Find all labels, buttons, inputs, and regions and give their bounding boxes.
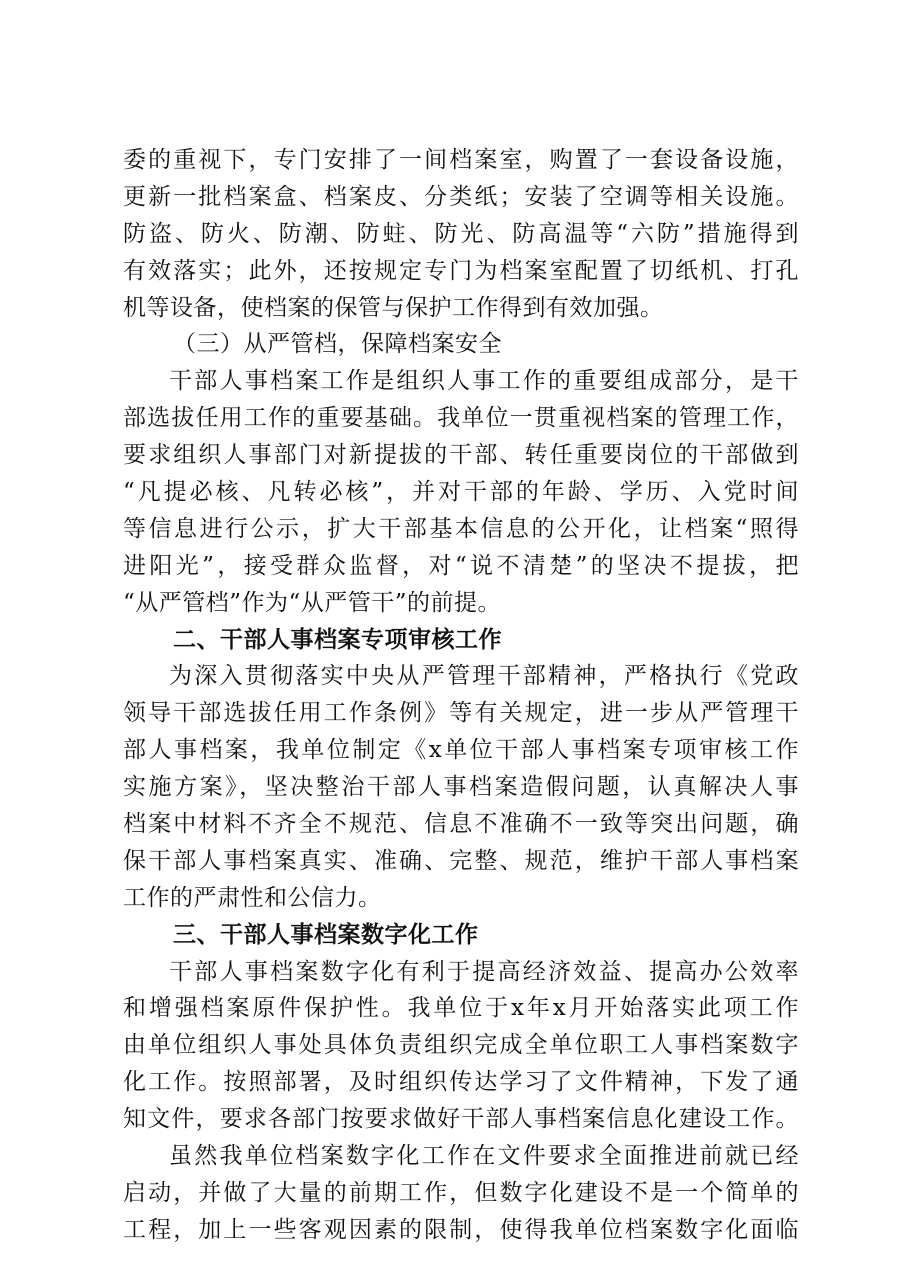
body-text-line: 工作的严肃性和公信力。	[123, 884, 382, 911]
body-text-line: 部选拔任用工作的重要基础。我单位一贯重视档案的管理工作，	[123, 405, 799, 432]
body-text-line: “凡提必核、凡转必核”，并对干部的年龄、学历、入党时间	[123, 479, 799, 506]
body-text-line: 防盗、防火、防潮、防蛀、防光、防高温等“六防”措施得到	[123, 220, 799, 247]
body-text-line: 工程，加上一些客观因素的限制，使得我单位档案数字化面临	[123, 1216, 799, 1243]
section-heading: 三、干部人事档案数字化工作	[173, 921, 479, 948]
body-text-line: 等信息进行公示，扩大干部基本信息的公开化，让档案“照得	[123, 515, 799, 542]
body-text-line: 知文件，要求各部门按要求做好干部人事档案信息化建设工作。	[123, 1106, 799, 1133]
body-text-line: 干部人事档案数字化有利于提高经济效益、提高办公效率	[169, 958, 799, 985]
subsection-heading: （三）从严管档，保障档案安全	[173, 331, 502, 358]
body-text-line: 委的重视下，专门安排了一间档案室，购置了一套设备设施，	[123, 147, 799, 173]
section-heading: 二、干部人事档案专项审核工作	[173, 626, 502, 653]
body-text-line: 要求组织人事部门对新提拔的干部、转任重要岗位的干部做到	[123, 442, 799, 469]
body-text-line: 保干部人事档案真实、准确、完整、规范，维护干部人事档案	[123, 847, 799, 874]
body-text-line: 部人事档案，我单位制定《x单位干部人事档案专项审核工作	[123, 737, 799, 764]
body-text-line: 更新一批档案盒、档案皮、分类纸；安装了空调等相关设施。	[123, 183, 799, 210]
body-text-line: 档案中材料不齐全不规范、信息不准确不一致等突出问题，确	[123, 811, 799, 838]
body-text-line: “从严管档”作为“从严管干”的前提。	[123, 589, 502, 616]
body-text-line: 领导干部选拔任用工作条例》等有关规定，进一步从严管理干	[123, 700, 799, 727]
body-text-line: 和增强档案原件保护性。我单位于x年x月开始落实此项工作	[123, 995, 799, 1022]
body-text-line: 虽然我单位档案数字化工作在文件要求全面推进前就已经	[169, 1143, 799, 1170]
body-text-line: 干部人事档案工作是组织人事工作的重要组成部分，是干	[169, 368, 799, 395]
body-text-line: 为深入贯彻落实中央从严管理干部精神，严格执行《党政	[169, 663, 799, 690]
body-text-line: 由单位组织人事处具体负责组织完成全单位职工人事档案数字	[123, 1032, 799, 1059]
body-text-line: 有效落实；此外，还按规定专门为档案室配置了切纸机、打孔	[123, 257, 799, 284]
body-text-line: 实施方案》，坚决整治干部人事档案造假问题，认真解决人事	[123, 774, 799, 801]
body-text-line: 启动，并做了大量的前期工作，但数字化建设不是一个简单的	[123, 1179, 799, 1206]
body-text-line: 机等设备，使档案的保管与保护工作得到有效加强。	[123, 294, 664, 321]
body-text-line: 化工作。按照部署，及时组织传达学习了文件精神，下发了通	[123, 1069, 799, 1096]
body-text-line: 进阳光”，接受群众监督，对“说不清楚”的坚决不提拔，把	[123, 552, 799, 579]
document-page	[123, 142, 799, 1249]
